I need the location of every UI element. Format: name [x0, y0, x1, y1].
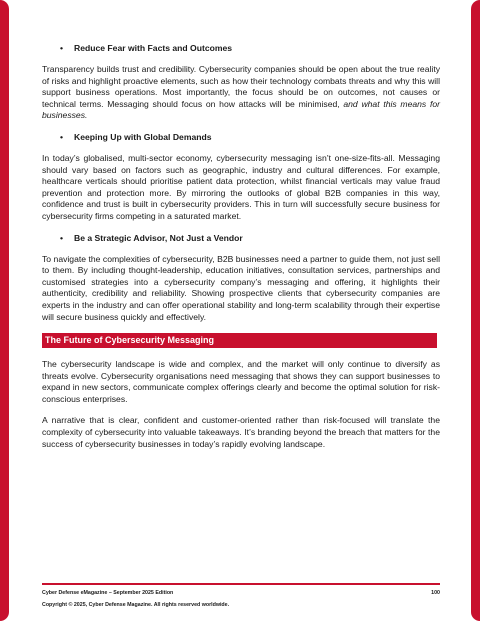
footer-row [42, 590, 440, 597]
page-footer [42, 583, 440, 609]
bullet-heading-reduce-fear [60, 43, 440, 54]
bullet-heading-global-demands [60, 132, 440, 143]
paragraph-globalised: In today’s globalised, multi-sector economy, cybersecurity messaging isn’t one-size-fits-all. Messaging should vary based on factors such as geographic, industry and cultural differences. For example, healthcare verticals should prioritise patient data protection, whilst financial verticals may value fraud prevention and protection more. By mirroring the outlooks of global B2B companies in this way, confidence and trust is built in cybersecurity providers. This in turn will successfully secure business for cybersecurity firms competing in a saturated market. [42, 152, 440, 221]
left-edge-bar [0, 0, 9, 621]
paragraph-text: Transparency builds trust and credibility. Cybersecurity companies should be open about the true reality of risks and highlight proactive elements, such as how their technology combats threats and why this will support business operations. Most importantly, the focus should be on outcomes, not causes or technical terms. Messaging should focus on how attacks will be minimised, [42, 64, 440, 109]
paragraph-emphasis: and what this means for businesses. [42, 98, 440, 121]
footer-edition: Cyber Defense eMagazine – September 2025 Edition [42, 590, 174, 596]
paragraph-transparency [42, 64, 440, 122]
paragraph-narrative: A narrative that is clear, confident and customer-oriented rather than risk-focused will translate the complexity of cybersecurity into valuable takeaways. It’s branding beyond the breach that matters for the success of cybersecurity businesses in today’s rapidly evolving landscape. [42, 415, 440, 449]
bullet-heading-strategic-advisor [60, 233, 440, 244]
bullet-icon: • [60, 232, 64, 243]
bullet-icon: • [60, 43, 64, 53]
article-body [42, 43, 440, 460]
bullet-heading-text: Reduce Fear with Facts and Outcomes [74, 43, 233, 53]
bullet-heading-text: Be a Strategic Advisor, Not Just a Vendor [74, 232, 243, 243]
page-number: 100 [431, 590, 440, 596]
footer-divider [42, 583, 440, 585]
footer-copyright: Copyright © 2025, Cyber Defense Magazine. All rights reserved worldwide. [42, 602, 230, 608]
section-heading: The Future of Cybersecurity Messaging [42, 333, 437, 348]
right-edge-bar [471, 0, 480, 621]
paragraph-landscape: The cybersecurity landscape is wide and complex, and the market will only continue to diversify as threats evolve. Cybersecurity organisations need messaging that shows they can support businesses to expand in new sectors, communicate complex offerings clearly and become the optimal solution for risk-conscious enterprises. [42, 359, 440, 404]
bullet-heading-text: Keeping Up with Global Demands [74, 131, 212, 142]
bullet-icon: • [60, 131, 64, 142]
paragraph-navigate: To navigate the complexities of cybersecurity, B2B businesses need a partner to guide them, not just sell to them. By including thought-leadership, education initiatives, consultation services, partnerships and customised strategies into a cybersecurity company’s messaging and offering, it highlights their authenticity, credibility and reliability. Showing prospective clients that cybersecurity companies are experts in the industry and can offer operational stability and long-term scalability through their expertise will secure business quickly and effectively. [42, 253, 440, 322]
